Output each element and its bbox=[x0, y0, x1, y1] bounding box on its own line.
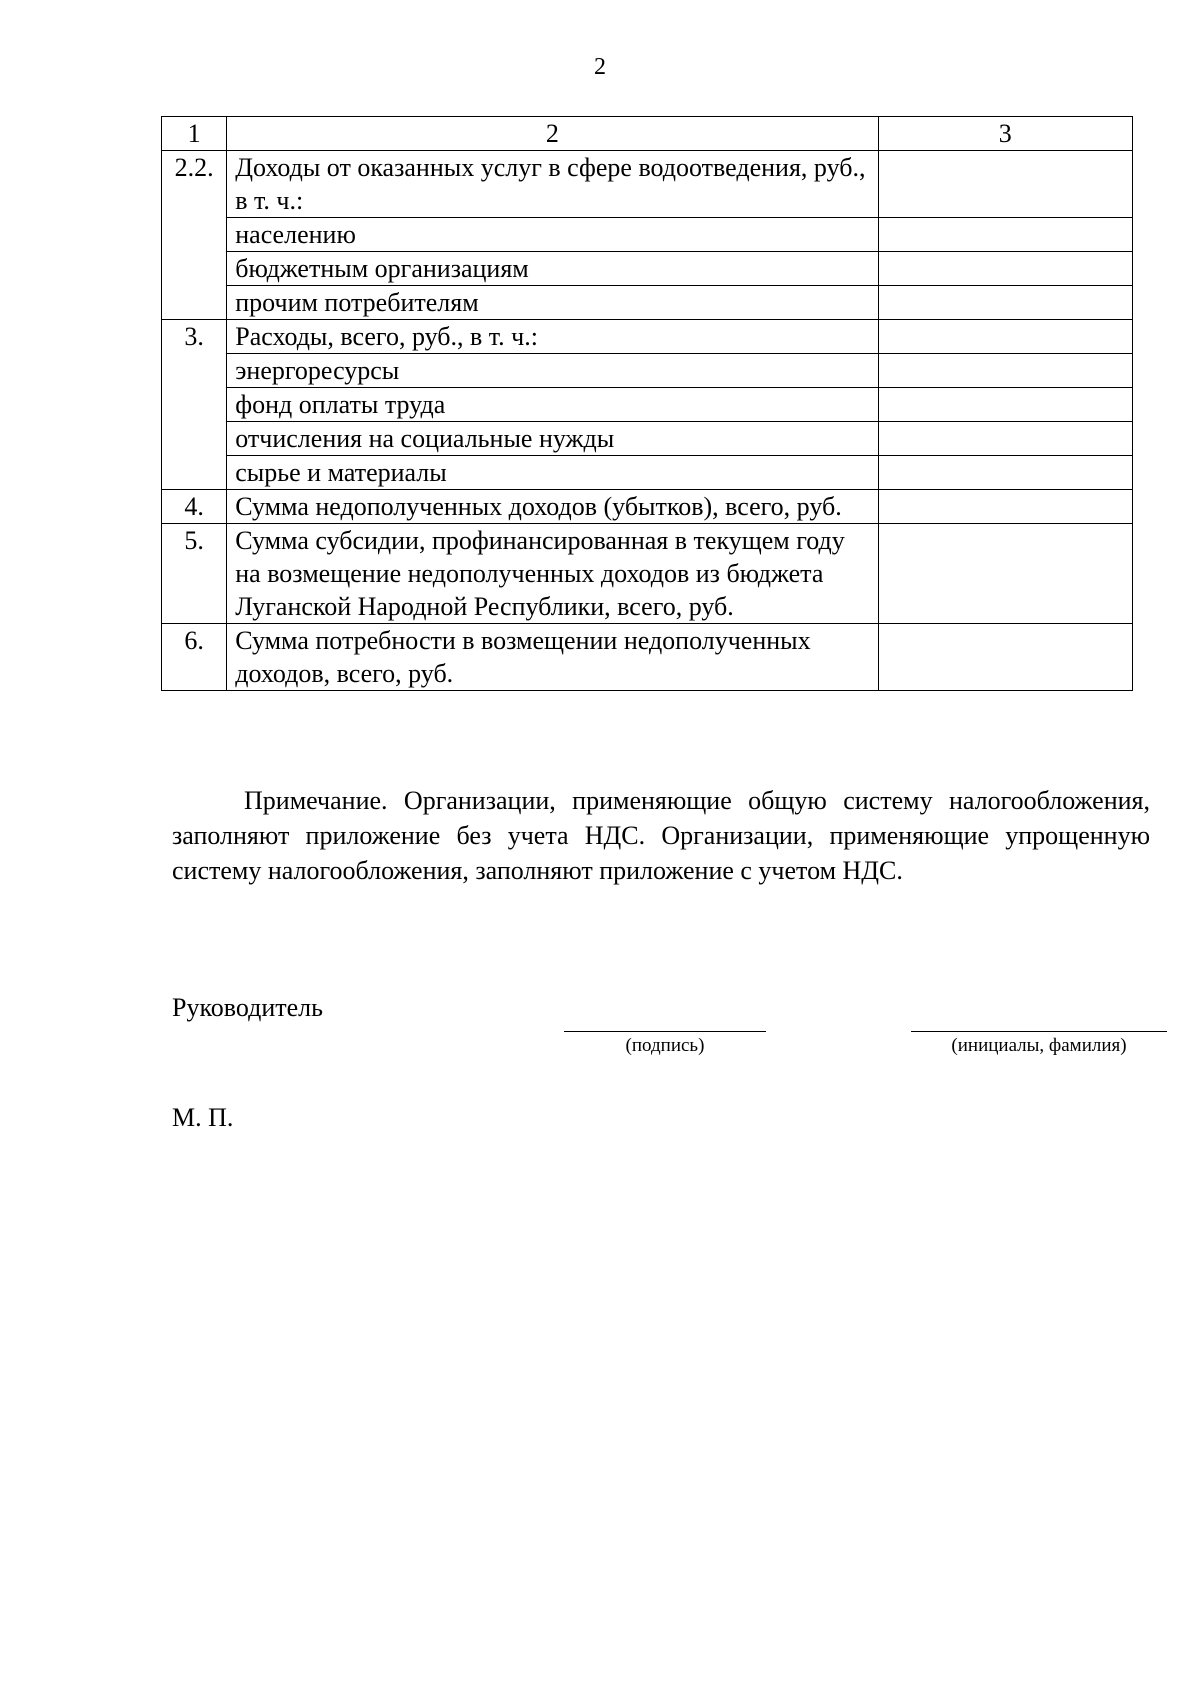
name-line[interactable] bbox=[911, 1031, 1167, 1032]
value-cell[interactable] bbox=[878, 286, 1132, 320]
row-number: 5. bbox=[162, 524, 227, 624]
name-caption: (инициалы, фамилия) bbox=[951, 1035, 1127, 1056]
table-row bbox=[162, 286, 1133, 320]
signature-line[interactable] bbox=[564, 1031, 766, 1032]
table-row bbox=[162, 388, 1133, 422]
row-description: Расходы, всего, руб., в т. ч.: bbox=[227, 320, 878, 354]
header-col-1: 1 bbox=[162, 117, 227, 151]
table-row bbox=[162, 252, 1133, 286]
row-number: 3. bbox=[162, 320, 227, 490]
value-cell[interactable] bbox=[878, 388, 1132, 422]
value-cell[interactable] bbox=[878, 218, 1132, 252]
head-label: Руководитель bbox=[172, 993, 323, 1022]
value-cell[interactable] bbox=[878, 151, 1132, 218]
table-row bbox=[162, 456, 1133, 490]
row-description: Доходы от оказанных услуг в сфере водоотведения, руб., в т. ч.: bbox=[227, 151, 878, 218]
table-row bbox=[162, 490, 1133, 524]
table-row bbox=[162, 524, 1133, 624]
value-cell[interactable] bbox=[878, 456, 1132, 490]
signature-caption: (подпись) bbox=[625, 1035, 705, 1056]
row-description: энергоресурсы bbox=[227, 354, 878, 388]
note-paragraph: Примечание. Организации, применяющие общую систему налогообложения, заполняют приложение без учета НДС. Организации, применяющие упрощенную систему налогообложения, заполняют приложение с учетом НДС. bbox=[172, 786, 1150, 885]
value-cell[interactable] bbox=[878, 252, 1132, 286]
value-cell[interactable] bbox=[878, 422, 1132, 456]
row-number: 6. bbox=[162, 624, 227, 691]
stamp-placeholder: М. П. bbox=[172, 1103, 234, 1132]
table-row bbox=[162, 320, 1133, 354]
header-col-3: 3 bbox=[878, 117, 1132, 151]
table-row bbox=[162, 151, 1133, 218]
value-cell[interactable] bbox=[878, 490, 1132, 524]
table-header-row bbox=[162, 117, 1133, 151]
value-cell[interactable] bbox=[878, 320, 1132, 354]
header-col-2: 2 bbox=[227, 117, 878, 151]
table-row bbox=[162, 354, 1133, 388]
table-row bbox=[162, 422, 1133, 456]
row-description: Сумма потребности в возмещении недополученных доходов, всего, руб. bbox=[227, 624, 878, 691]
row-number: 2.2. bbox=[162, 151, 227, 320]
report-table bbox=[161, 116, 1133, 691]
value-cell[interactable] bbox=[878, 524, 1132, 624]
row-description: Сумма недополученных доходов (убытков), всего, руб. bbox=[227, 490, 878, 524]
value-cell[interactable] bbox=[878, 354, 1132, 388]
row-description: Сумма субсидии, профинансированная в текущем году на возмещение недополученных доходов из бюджета Луганской Народной Республики, всего, руб. bbox=[227, 524, 878, 624]
row-description: бюджетным организациям bbox=[227, 252, 878, 286]
row-description: населению bbox=[227, 218, 878, 252]
row-number: 4. bbox=[162, 490, 227, 524]
row-description: отчисления на социальные нужды bbox=[227, 422, 878, 456]
row-description: фонд оплаты труда bbox=[227, 388, 878, 422]
page-number: 2 bbox=[594, 54, 606, 80]
table-row bbox=[162, 624, 1133, 691]
value-cell[interactable] bbox=[878, 624, 1132, 691]
row-description: прочим потребителям bbox=[227, 286, 878, 320]
row-description: сырье и материалы bbox=[227, 456, 878, 490]
table-row bbox=[162, 218, 1133, 252]
